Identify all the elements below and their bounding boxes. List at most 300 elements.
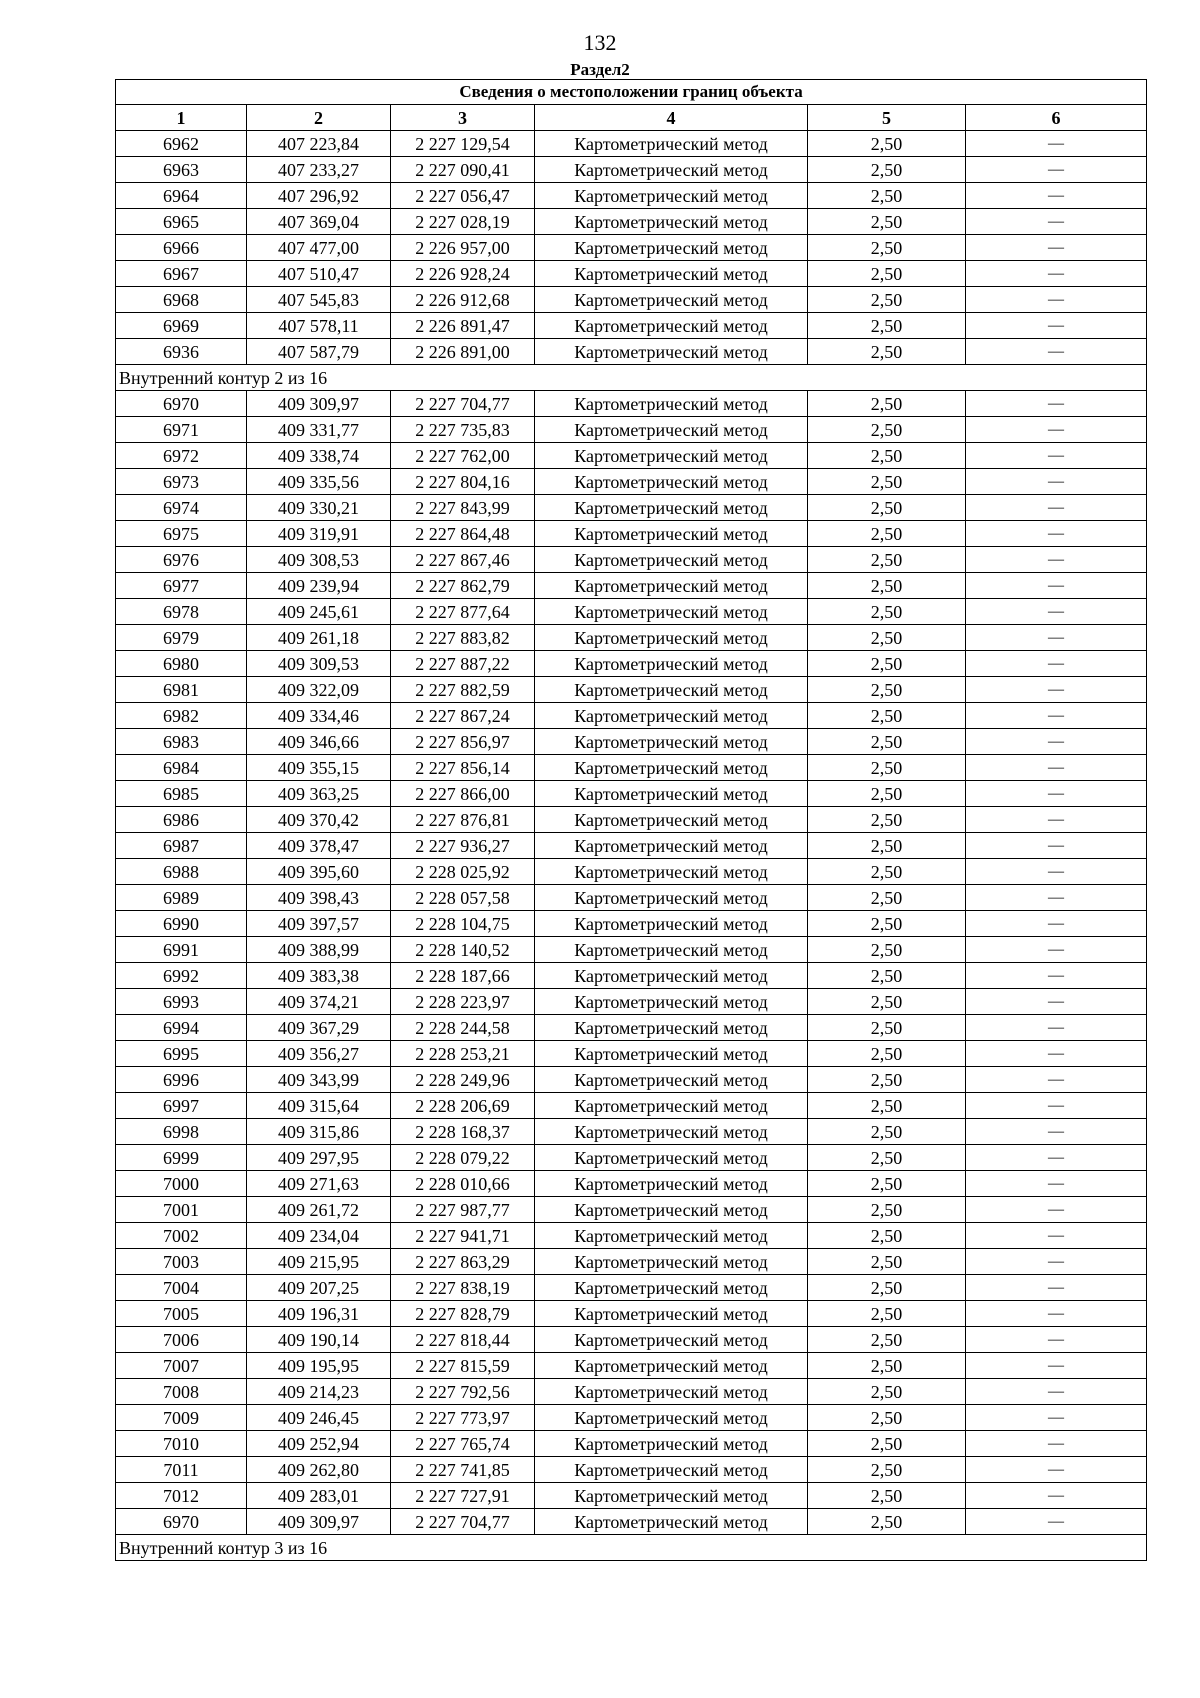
cell-coord-x: 409 338,74: [247, 443, 391, 469]
table-row: [116, 1119, 1147, 1145]
cell-coord-y: 2 227 936,27: [391, 833, 535, 859]
cell-coord-x: 407 477,00: [247, 235, 391, 261]
cell-method: Картометрический метод: [535, 911, 808, 937]
cell-note: —: [966, 417, 1147, 443]
cell-accuracy: 2,50: [808, 859, 966, 885]
cell-point-number: 7010: [116, 1431, 247, 1457]
cell-method: Картометрический метод: [535, 1379, 808, 1405]
cell-accuracy: 2,50: [808, 521, 966, 547]
cell-point-number: 6983: [116, 729, 247, 755]
cell-method: Картометрический метод: [535, 1301, 808, 1327]
table-row: [116, 859, 1147, 885]
cell-method: Картометрический метод: [535, 1457, 808, 1483]
cell-note: —: [966, 1249, 1147, 1275]
cell-note: —: [966, 651, 1147, 677]
cell-coord-x: 409 397,57: [247, 911, 391, 937]
cell-coord-x: 409 383,38: [247, 963, 391, 989]
table-row: [116, 339, 1147, 365]
table-row: [116, 1067, 1147, 1093]
cell-coord-y: 2 227 828,79: [391, 1301, 535, 1327]
cell-point-number: 6936: [116, 339, 247, 365]
table-row: [116, 547, 1147, 573]
cell-coord-x: 409 297,95: [247, 1145, 391, 1171]
cell-method: Картометрический метод: [535, 261, 808, 287]
table-row: [116, 1483, 1147, 1509]
cell-note: —: [966, 859, 1147, 885]
table-row: [116, 573, 1147, 599]
table-row: [116, 1145, 1147, 1171]
cell-coord-x: 409 196,31: [247, 1301, 391, 1327]
table-row: [116, 1275, 1147, 1301]
cell-point-number: 6976: [116, 547, 247, 573]
table-row: [116, 157, 1147, 183]
cell-method: Картометрический метод: [535, 885, 808, 911]
cell-accuracy: 2,50: [808, 1405, 966, 1431]
cell-accuracy: 2,50: [808, 157, 966, 183]
cell-note: —: [966, 1171, 1147, 1197]
cell-point-number: 6969: [116, 313, 247, 339]
table-row: [116, 313, 1147, 339]
cell-coord-x: 407 233,27: [247, 157, 391, 183]
cell-accuracy: 2,50: [808, 781, 966, 807]
cell-accuracy: 2,50: [808, 937, 966, 963]
table-row: [116, 1431, 1147, 1457]
table-body: [116, 131, 1147, 1561]
cell-method: Картометрический метод: [535, 859, 808, 885]
cell-method: Картометрический метод: [535, 1353, 808, 1379]
cell-note: —: [966, 807, 1147, 833]
cell-coord-x: 407 587,79: [247, 339, 391, 365]
cell-coord-y: 2 227 887,22: [391, 651, 535, 677]
cell-point-number: 6995: [116, 1041, 247, 1067]
cell-accuracy: 2,50: [808, 703, 966, 729]
cell-point-number: 6965: [116, 209, 247, 235]
cell-note: —: [966, 1353, 1147, 1379]
cell-point-number: 6988: [116, 859, 247, 885]
cell-coord-y: 2 226 912,68: [391, 287, 535, 313]
cell-point-number: 6985: [116, 781, 247, 807]
cell-coord-x: 409 215,95: [247, 1249, 391, 1275]
cell-method: Картометрический метод: [535, 417, 808, 443]
cell-note: —: [966, 677, 1147, 703]
cell-method: Картометрический метод: [535, 313, 808, 339]
cell-point-number: 6979: [116, 625, 247, 651]
table-row: [116, 885, 1147, 911]
table-row: [116, 651, 1147, 677]
cell-method: Картометрический метод: [535, 339, 808, 365]
cell-coord-y: 2 228 010,66: [391, 1171, 535, 1197]
cell-accuracy: 2,50: [808, 1509, 966, 1535]
cell-method: Картометрический метод: [535, 547, 808, 573]
cell-coord-x: 409 343,99: [247, 1067, 391, 1093]
cell-note: —: [966, 781, 1147, 807]
cell-coord-y: 2 227 862,79: [391, 573, 535, 599]
cell-point-number: 7002: [116, 1223, 247, 1249]
cell-coord-y: 2 228 079,22: [391, 1145, 535, 1171]
cell-note: —: [966, 1093, 1147, 1119]
cell-coord-y: 2 228 253,21: [391, 1041, 535, 1067]
cell-accuracy: 2,50: [808, 287, 966, 313]
cell-method: Картометрический метод: [535, 963, 808, 989]
cell-accuracy: 2,50: [808, 1171, 966, 1197]
cell-coord-x: 409 363,25: [247, 781, 391, 807]
cell-coord-y: 2 227 877,64: [391, 599, 535, 625]
cell-coord-x: 409 261,18: [247, 625, 391, 651]
cell-point-number: 7008: [116, 1379, 247, 1405]
column-header-2: 2: [247, 105, 391, 131]
table-row: [116, 599, 1147, 625]
cell-method: Картометрический метод: [535, 287, 808, 313]
table-row: [116, 755, 1147, 781]
cell-accuracy: 2,50: [808, 391, 966, 417]
cell-coord-y: 2 228 187,66: [391, 963, 535, 989]
cell-coord-y: 2 226 928,24: [391, 261, 535, 287]
cell-point-number: 6975: [116, 521, 247, 547]
cell-point-number: 6966: [116, 235, 247, 261]
cell-note: —: [966, 1379, 1147, 1405]
page-number: 132: [583, 30, 617, 55]
cell-coord-x: 409 331,77: [247, 417, 391, 443]
contour-label: Внутренний контур 2 из 16: [116, 365, 1147, 391]
cell-coord-x: 409 283,01: [247, 1483, 391, 1509]
cell-note: —: [966, 729, 1147, 755]
cell-coord-y: 2 227 765,74: [391, 1431, 535, 1457]
cell-note: —: [966, 235, 1147, 261]
cell-accuracy: 2,50: [808, 339, 966, 365]
cell-point-number: 6992: [116, 963, 247, 989]
cell-coord-y: 2 227 867,46: [391, 547, 535, 573]
table-row: [116, 1405, 1147, 1431]
cell-coord-x: 409 374,21: [247, 989, 391, 1015]
cell-coord-x: 409 239,94: [247, 573, 391, 599]
table-row: [116, 287, 1147, 313]
cell-point-number: 7003: [116, 1249, 247, 1275]
cell-accuracy: 2,50: [808, 495, 966, 521]
cell-point-number: 7007: [116, 1353, 247, 1379]
cell-coord-y: 2 227 028,19: [391, 209, 535, 235]
table-row: [116, 833, 1147, 859]
cell-method: Картометрический метод: [535, 1405, 808, 1431]
cell-coord-y: 2 228 244,58: [391, 1015, 535, 1041]
cell-coord-y: 2 227 129,54: [391, 131, 535, 157]
cell-coord-y: 2 227 843,99: [391, 495, 535, 521]
cell-note: —: [966, 599, 1147, 625]
cell-coord-y: 2 228 104,75: [391, 911, 535, 937]
cell-method: Картометрический метод: [535, 521, 808, 547]
cell-accuracy: 2,50: [808, 183, 966, 209]
cell-coord-y: 2 227 867,24: [391, 703, 535, 729]
cell-point-number: 7011: [116, 1457, 247, 1483]
cell-method: Картометрический метод: [535, 1197, 808, 1223]
cell-point-number: 6972: [116, 443, 247, 469]
cell-point-number: 6998: [116, 1119, 247, 1145]
cell-note: —: [966, 1041, 1147, 1067]
cell-coord-y: 2 227 987,77: [391, 1197, 535, 1223]
cell-method: Картометрический метод: [535, 989, 808, 1015]
column-header-5: 5: [808, 105, 966, 131]
table-row: [116, 937, 1147, 963]
table-row: [116, 1379, 1147, 1405]
table-row: [116, 625, 1147, 651]
cell-coord-x: 409 207,25: [247, 1275, 391, 1301]
cell-coord-x: 409 315,64: [247, 1093, 391, 1119]
cell-point-number: 6994: [116, 1015, 247, 1041]
cell-accuracy: 2,50: [808, 1327, 966, 1353]
table-row: [116, 443, 1147, 469]
cell-coord-y: 2 227 090,41: [391, 157, 535, 183]
cell-coord-y: 2 227 838,19: [391, 1275, 535, 1301]
cell-point-number: 6974: [116, 495, 247, 521]
column-header-6: 6: [966, 105, 1147, 131]
table-row: [116, 1327, 1147, 1353]
cell-coord-y: 2 227 876,81: [391, 807, 535, 833]
cell-method: Картометрический метод: [535, 1249, 808, 1275]
cell-method: Картометрический метод: [535, 781, 808, 807]
cell-point-number: 6996: [116, 1067, 247, 1093]
cell-method: Картометрический метод: [535, 131, 808, 157]
table-row: [116, 1197, 1147, 1223]
cell-accuracy: 2,50: [808, 1275, 966, 1301]
table-row: [116, 1249, 1147, 1275]
cell-note: —: [966, 261, 1147, 287]
cell-coord-y: 2 227 773,97: [391, 1405, 535, 1431]
cell-accuracy: 2,50: [808, 1015, 966, 1041]
cell-coord-y: 2 227 856,14: [391, 755, 535, 781]
table-row: [116, 209, 1147, 235]
cell-point-number: 6981: [116, 677, 247, 703]
cell-method: Картометрический метод: [535, 235, 808, 261]
table-row: [116, 1093, 1147, 1119]
cell-coord-y: 2 227 704,77: [391, 1509, 535, 1535]
table-caption-row: [116, 80, 1147, 105]
cell-note: —: [966, 157, 1147, 183]
cell-point-number: 6971: [116, 417, 247, 443]
table-caption: Сведения о местоположении границ объекта: [116, 80, 1147, 105]
cell-coord-x: 409 246,45: [247, 1405, 391, 1431]
table-row: [116, 963, 1147, 989]
cell-coord-y: 2 228 025,92: [391, 859, 535, 885]
cell-method: Картометрический метод: [535, 651, 808, 677]
cell-accuracy: 2,50: [808, 625, 966, 651]
cell-method: Картометрический метод: [535, 1327, 808, 1353]
cell-accuracy: 2,50: [808, 131, 966, 157]
cell-coord-x: 407 545,83: [247, 287, 391, 313]
cell-coord-x: 407 223,84: [247, 131, 391, 157]
cell-note: —: [966, 1067, 1147, 1093]
table-row: [116, 417, 1147, 443]
cell-coord-x: 409 398,43: [247, 885, 391, 911]
cell-accuracy: 2,50: [808, 1379, 966, 1405]
cell-note: —: [966, 755, 1147, 781]
cell-accuracy: 2,50: [808, 989, 966, 1015]
cell-coord-x: 409 388,99: [247, 937, 391, 963]
cell-accuracy: 2,50: [808, 1223, 966, 1249]
cell-coord-y: 2 228 249,96: [391, 1067, 535, 1093]
cell-accuracy: 2,50: [808, 1093, 966, 1119]
cell-coord-y: 2 227 818,44: [391, 1327, 535, 1353]
cell-accuracy: 2,50: [808, 1353, 966, 1379]
table-row: [116, 1015, 1147, 1041]
cell-coord-x: 409 195,95: [247, 1353, 391, 1379]
cell-coord-x: 409 356,27: [247, 1041, 391, 1067]
column-header-4: 4: [535, 105, 808, 131]
cell-method: Картометрический метод: [535, 677, 808, 703]
cell-coord-y: 2 226 891,47: [391, 313, 535, 339]
cell-note: —: [966, 1145, 1147, 1171]
contour-header-row: [116, 1535, 1147, 1561]
column-header-1: 1: [116, 105, 247, 131]
cell-coord-y: 2 227 883,82: [391, 625, 535, 651]
cell-point-number: 6984: [116, 755, 247, 781]
cell-point-number: 7005: [116, 1301, 247, 1327]
cell-note: —: [966, 1119, 1147, 1145]
cell-point-number: 7000: [116, 1171, 247, 1197]
table-row: [116, 1353, 1147, 1379]
cell-coord-x: 409 262,80: [247, 1457, 391, 1483]
cell-method: Картометрический метод: [535, 469, 808, 495]
cell-coord-x: 409 309,97: [247, 391, 391, 417]
table-row: [116, 131, 1147, 157]
table-row: [116, 183, 1147, 209]
table-row: [116, 495, 1147, 521]
cell-coord-x: 409 334,46: [247, 703, 391, 729]
cell-method: Картометрический метод: [535, 157, 808, 183]
table-row: [116, 729, 1147, 755]
cell-point-number: 6991: [116, 937, 247, 963]
cell-coord-y: 2 227 866,00: [391, 781, 535, 807]
cell-coord-x: 407 510,47: [247, 261, 391, 287]
cell-note: —: [966, 209, 1147, 235]
table-row: [116, 1509, 1147, 1535]
cell-accuracy: 2,50: [808, 235, 966, 261]
cell-accuracy: 2,50: [808, 1483, 966, 1509]
cell-accuracy: 2,50: [808, 1197, 966, 1223]
cell-note: —: [966, 911, 1147, 937]
cell-method: Картометрический метод: [535, 1067, 808, 1093]
cell-method: Картометрический метод: [535, 833, 808, 859]
section-title: Раздел2: [570, 60, 630, 79]
cell-note: —: [966, 183, 1147, 209]
cell-point-number: 6990: [116, 911, 247, 937]
cell-method: Картометрический метод: [535, 1093, 808, 1119]
cell-coord-y: 2 227 856,97: [391, 729, 535, 755]
cell-note: —: [966, 885, 1147, 911]
cell-point-number: 6973: [116, 469, 247, 495]
cell-method: Картометрический метод: [535, 1171, 808, 1197]
cell-note: —: [966, 573, 1147, 599]
cell-coord-x: 407 369,04: [247, 209, 391, 235]
cell-note: —: [966, 1327, 1147, 1353]
cell-method: Картометрический метод: [535, 1483, 808, 1509]
cell-note: —: [966, 1301, 1147, 1327]
cell-note: —: [966, 339, 1147, 365]
cell-coord-y: 2 227 815,59: [391, 1353, 535, 1379]
contour-label: Внутренний контур 3 из 16: [116, 1535, 1147, 1561]
cell-coord-y: 2 227 882,59: [391, 677, 535, 703]
cell-point-number: 6967: [116, 261, 247, 287]
cell-coord-x: 407 296,92: [247, 183, 391, 209]
cell-method: Картометрический метод: [535, 1275, 808, 1301]
cell-note: —: [966, 1015, 1147, 1041]
cell-method: Картометрический метод: [535, 1041, 808, 1067]
cell-method: Картометрический метод: [535, 755, 808, 781]
cell-accuracy: 2,50: [808, 833, 966, 859]
cell-method: Картометрический метод: [535, 1015, 808, 1041]
cell-accuracy: 2,50: [808, 963, 966, 989]
cell-coord-y: 2 227 056,47: [391, 183, 535, 209]
cell-note: —: [966, 287, 1147, 313]
cell-method: Картометрический метод: [535, 703, 808, 729]
cell-accuracy: 2,50: [808, 1119, 966, 1145]
table-row: [116, 703, 1147, 729]
cell-note: —: [966, 963, 1147, 989]
cell-accuracy: 2,50: [808, 911, 966, 937]
table-row: [116, 469, 1147, 495]
cell-coord-x: 409 234,04: [247, 1223, 391, 1249]
cell-point-number: 6980: [116, 651, 247, 677]
table-row: [116, 1041, 1147, 1067]
cell-note: —: [966, 1223, 1147, 1249]
cell-accuracy: 2,50: [808, 599, 966, 625]
cell-accuracy: 2,50: [808, 651, 966, 677]
cell-coord-x: 409 214,23: [247, 1379, 391, 1405]
cell-accuracy: 2,50: [808, 547, 966, 573]
cell-method: Картометрический метод: [535, 1431, 808, 1457]
cell-note: —: [966, 131, 1147, 157]
cell-accuracy: 2,50: [808, 209, 966, 235]
cell-coord-y: 2 227 762,00: [391, 443, 535, 469]
cell-method: Картометрический метод: [535, 391, 808, 417]
cell-coord-y: 2 227 864,48: [391, 521, 535, 547]
cell-accuracy: 2,50: [808, 1041, 966, 1067]
cell-coord-y: 2 228 168,37: [391, 1119, 535, 1145]
coordinates-table: [115, 79, 1147, 1561]
cell-note: —: [966, 1197, 1147, 1223]
cell-point-number: 7004: [116, 1275, 247, 1301]
table-row: [116, 989, 1147, 1015]
cell-coord-x: 409 190,14: [247, 1327, 391, 1353]
cell-coord-y: 2 227 863,29: [391, 1249, 535, 1275]
cell-note: —: [966, 469, 1147, 495]
cell-coord-x: 409 245,61: [247, 599, 391, 625]
cell-note: —: [966, 833, 1147, 859]
cell-accuracy: 2,50: [808, 885, 966, 911]
table-row: [116, 391, 1147, 417]
cell-accuracy: 2,50: [808, 1301, 966, 1327]
cell-accuracy: 2,50: [808, 1067, 966, 1093]
cell-note: —: [966, 1483, 1147, 1509]
cell-note: —: [966, 937, 1147, 963]
cell-point-number: 6970: [116, 1509, 247, 1535]
cell-note: —: [966, 989, 1147, 1015]
cell-accuracy: 2,50: [808, 755, 966, 781]
table-row: [116, 1171, 1147, 1197]
cell-point-number: 7009: [116, 1405, 247, 1431]
cell-accuracy: 2,50: [808, 469, 966, 495]
cell-method: Картометрический метод: [535, 1119, 808, 1145]
cell-coord-y: 2 227 741,85: [391, 1457, 535, 1483]
cell-method: Картометрический метод: [535, 729, 808, 755]
table-row: [116, 677, 1147, 703]
cell-coord-x: 409 309,53: [247, 651, 391, 677]
column-header-row: [116, 105, 1147, 131]
table-row: [116, 521, 1147, 547]
cell-coord-y: 2 228 057,58: [391, 885, 535, 911]
cell-coord-y: 2 228 223,97: [391, 989, 535, 1015]
cell-coord-y: 2 227 804,16: [391, 469, 535, 495]
table-row: [116, 235, 1147, 261]
cell-point-number: 6993: [116, 989, 247, 1015]
